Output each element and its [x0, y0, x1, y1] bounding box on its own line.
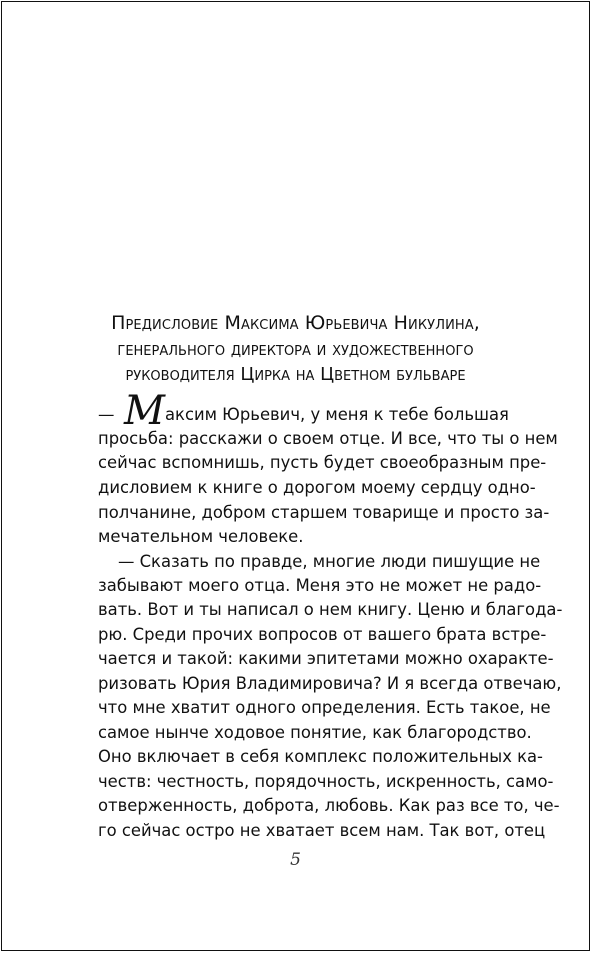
first-paragraph-line	[98, 388, 509, 434]
preface-title-line-2: генерального директора и художественного	[117, 339, 474, 360]
text-line: честв: честность, порядочность, искренность, само-	[98, 772, 554, 791]
text-line: отверженность, доброта, любовь. Как раз все то, че-	[98, 796, 560, 815]
dialogue-dash: —	[98, 405, 115, 424]
text-line: го сейчас остро не хватает всем нам. Так вот, отец	[98, 821, 546, 840]
first-line-text: аксим Юрьевич, у меня к тебе большая	[165, 405, 509, 424]
text-line: чается и такой: какими эпитетами можно охаракте-	[98, 649, 554, 668]
text-line: самое нынче ходовое понятие, как благородство.	[98, 723, 532, 742]
text-line: ризовать Юрия Владимировича? И я всегда отвечаю,	[98, 674, 562, 693]
text-line: что мне хватит одного определения. Есть такое, не	[98, 698, 551, 717]
text-line: просьба: расскажи о своем отце. И все, что ты о нем	[98, 429, 558, 448]
page-number: 5	[290, 850, 301, 870]
preface-title-line-1: Предисловие Максима Юрьевича Никулина,	[111, 312, 480, 334]
text-line: забывают моего отца. Меня это не может не радо-	[98, 576, 542, 595]
text-line: вать. Вот и ты написал о нем книгу. Ценю и благода-	[98, 600, 563, 619]
preface-title-line-3: руководителя Цирка на Цветном бульваре	[125, 364, 466, 385]
text-line: сейчас вспомнишь, пусть будет своеобразным пре-	[98, 453, 547, 472]
text-line: полчанине, добром старшем товарище и просто за-	[98, 503, 550, 522]
text-line: рю. Среди прочих вопросов от вашего брата встре-	[98, 625, 547, 644]
drop-cap: М	[124, 388, 165, 434]
text-line: — Сказать по правде, многие люди пишущие не	[118, 552, 541, 571]
text-line: мечательном человеке.	[98, 527, 304, 546]
text-line: Оно включает в себя комплекс положительных ка-	[98, 747, 543, 766]
text-line: дисловием к книге о дорогом моему сердцу одно-	[98, 478, 536, 497]
